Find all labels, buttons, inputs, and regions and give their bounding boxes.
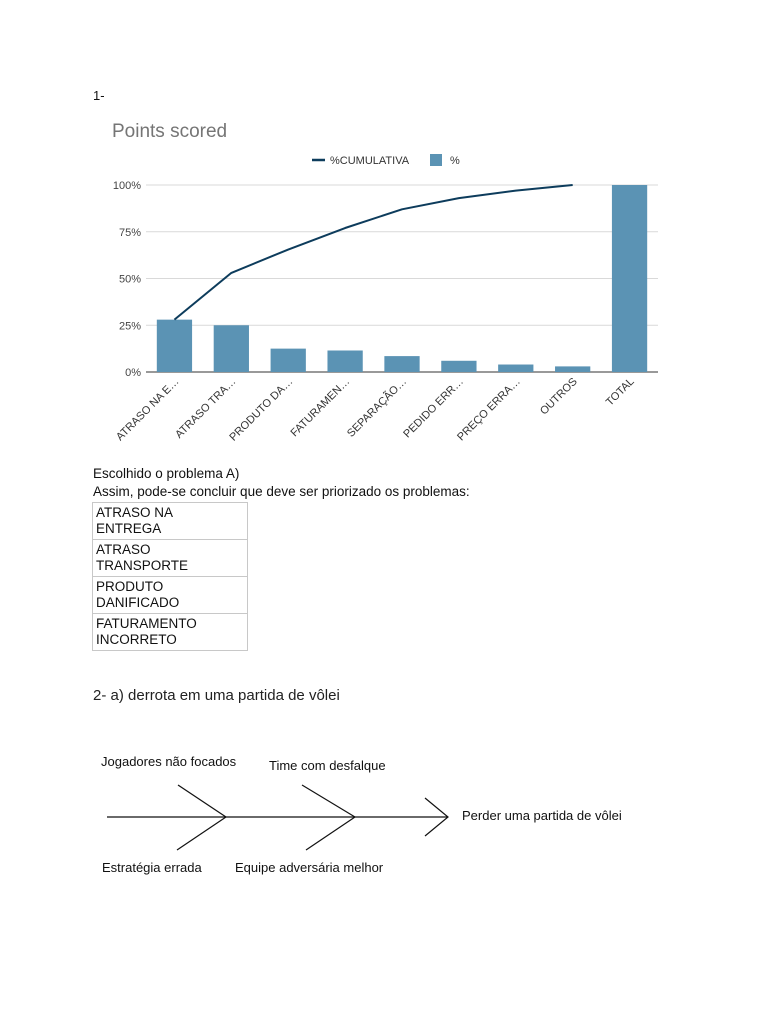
x-tick-label: PREÇO ERRA… bbox=[455, 375, 523, 444]
y-tick-label: 75% bbox=[118, 226, 141, 239]
table-cell: ATRASO TRANSPORTE bbox=[93, 540, 248, 577]
table-cell: PRODUTO DANIFICADO bbox=[93, 577, 248, 614]
y-tick-label: 50% bbox=[118, 273, 141, 286]
bar bbox=[555, 366, 590, 372]
bar bbox=[441, 361, 476, 372]
bar bbox=[271, 349, 306, 372]
conclusion-text: Assim, pode-se concluir que deve ser priorizado os problemas: bbox=[93, 484, 470, 499]
x-tick-label: ATRASO TRA… bbox=[173, 375, 239, 441]
legend-swatch-bar bbox=[430, 154, 442, 166]
fishbone-bone-top-2 bbox=[302, 785, 355, 817]
table-row bbox=[93, 540, 248, 577]
x-tick-label: PEDIDO ERR… bbox=[401, 375, 467, 441]
bar bbox=[214, 325, 249, 372]
bar bbox=[498, 365, 533, 372]
effect-label: Perder uma partida de vôlei bbox=[462, 808, 622, 823]
cause-label-bottom-2: Equipe adversária melhor bbox=[235, 860, 384, 875]
table-row bbox=[93, 614, 248, 651]
cause-label-top-2: Time com desfalque bbox=[269, 758, 386, 773]
x-tick-label: PRODUTO DA… bbox=[227, 375, 296, 444]
pareto-chart bbox=[0, 0, 768, 470]
bar bbox=[327, 350, 362, 372]
question-1-number: 1- bbox=[93, 88, 105, 103]
fishbone-bone-bottom-2 bbox=[306, 817, 355, 850]
x-tick-label: TOTAL bbox=[603, 375, 637, 409]
x-tick-label: FATURAMEN… bbox=[288, 375, 353, 440]
y-tick-label: 100% bbox=[112, 180, 141, 192]
cause-label-top-1: Jogadores não focados bbox=[101, 754, 237, 769]
table-cell: ATRASO NA ENTREGA bbox=[93, 503, 248, 540]
bar bbox=[384, 356, 419, 372]
x-tick-label: ATRASO NA E… bbox=[114, 375, 182, 444]
y-tick-label: 0% bbox=[125, 367, 141, 379]
y-tick-label: 25% bbox=[118, 320, 141, 333]
cause-label-bottom-1: Estratégia errada bbox=[102, 860, 202, 875]
legend-label: % bbox=[450, 155, 460, 167]
legend-label: %CUMULATIVA bbox=[330, 155, 410, 167]
chosen-problem-text: Escolhido o problema A) bbox=[93, 466, 240, 481]
bar bbox=[157, 320, 192, 372]
fishbone-bone-bottom-1 bbox=[177, 817, 226, 850]
x-tick-label: SEPARAÇÃO… bbox=[345, 375, 410, 440]
table-row bbox=[93, 503, 248, 540]
cumulative-line bbox=[174, 185, 572, 320]
table-row bbox=[93, 577, 248, 614]
table-cell: FATURAMENTO INCORRETO bbox=[93, 614, 248, 651]
bar bbox=[612, 185, 647, 372]
fishbone-bone-top-1 bbox=[178, 785, 226, 817]
chart-title: Points scored bbox=[112, 121, 228, 142]
question-2-heading: 2- a) derrota em uma partida de vôlei bbox=[93, 687, 340, 704]
priority-table bbox=[92, 502, 248, 651]
x-tick-label: OUTROS bbox=[538, 375, 580, 418]
